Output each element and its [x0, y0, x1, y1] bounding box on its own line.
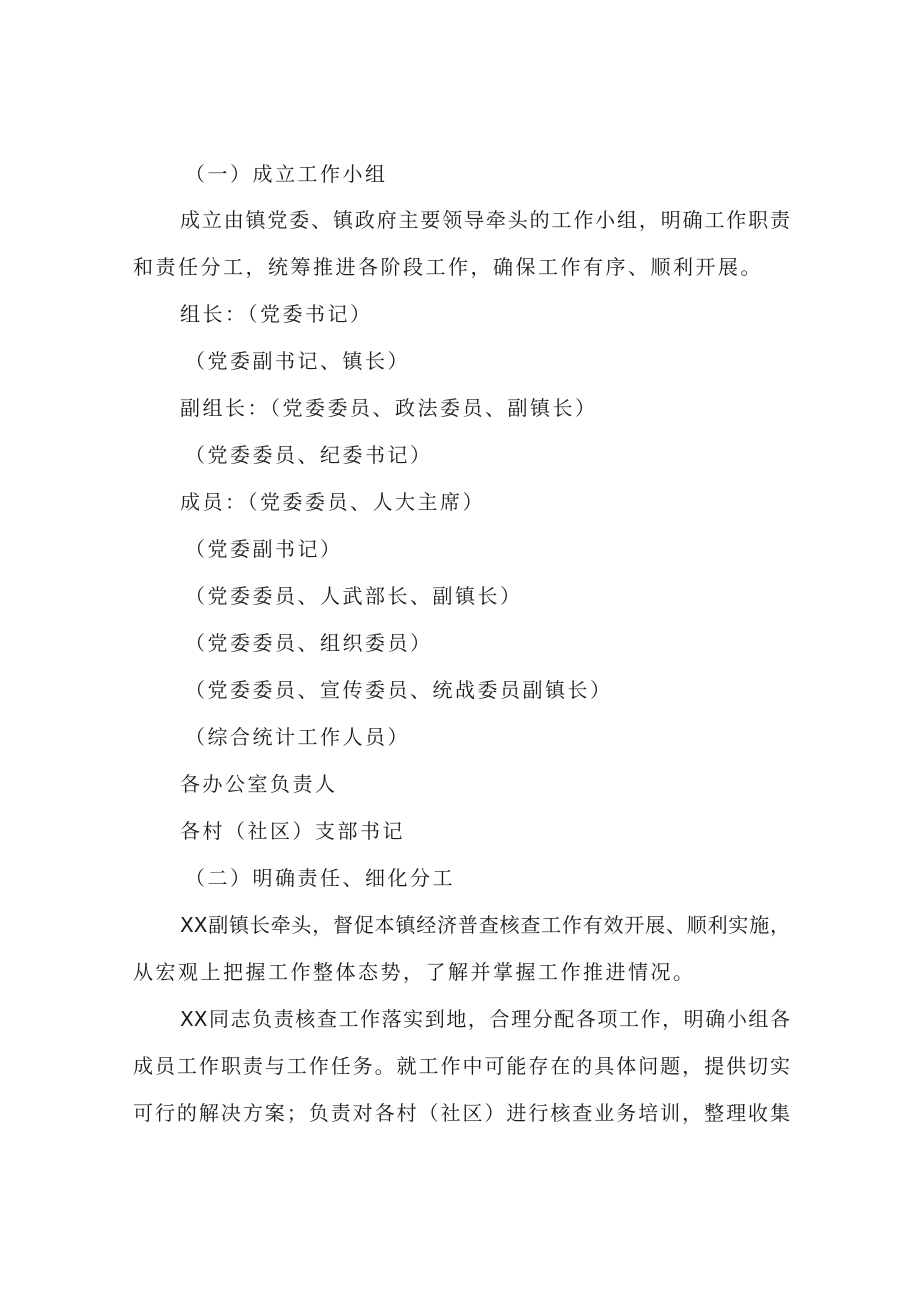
- member-line-6: （综合统计工作人员）: [185, 725, 410, 749]
- section-heading-1: （一）成立工作小组: [185, 162, 388, 186]
- paragraph-3-line-3: 可行的解决方案；负责对各村（社区）进行核查业务培训，整理收集: [133, 1101, 790, 1125]
- section-heading-2: （二）明确责任、细化分工: [185, 866, 455, 890]
- leader-line-2: （党委副书记、镇长）: [185, 349, 410, 373]
- member-line-2: （党委副书记）: [185, 537, 343, 561]
- deputy-line: 副组长：（党委委员、政法委员、副镇长）: [180, 396, 598, 420]
- paragraph-1-line-1: 成立由镇党委、镇政府主要领导牵头的工作小组，明确工作职责: [180, 208, 790, 232]
- member-line-3: （党委委员、人武部长、副镇长）: [185, 584, 523, 608]
- member-line-7: 各办公室负责人: [180, 772, 338, 796]
- paragraph-1-line-2: 和责任分工，统筹推进各阶段工作，确保工作有序、顺利开展。: [133, 255, 763, 279]
- member-line-8: 各村（社区）支部书记: [180, 819, 405, 843]
- member-line: 成员：（党委委员、人大主席）: [180, 490, 485, 514]
- paragraph-3-line-1: XX同志负责核查工作落实到地，合理分配各项工作，明确小组各: [180, 1007, 790, 1031]
- paragraph-2-line-1: XX副镇长牵头，督促本镇经济普查核查工作有效开展、顺利实施，: [180, 913, 790, 937]
- member-line-5: （党委委员、宣传委员、统战委员副镇长）: [185, 678, 613, 702]
- deputy-line-2: （党委委员、纪委书记）: [185, 443, 433, 467]
- leader-line: 组长：（党委书记）: [180, 302, 373, 326]
- paragraph-2-line-2: 从宏观上把握工作整体态势，了解并掌握工作推进情况。: [133, 960, 696, 984]
- paragraph-3-line-2: 成员工作职责与工作任务。就工作中可能存在的具体问题，提供切实: [133, 1054, 790, 1078]
- member-line-4: （党委委员、组织委员）: [185, 631, 433, 655]
